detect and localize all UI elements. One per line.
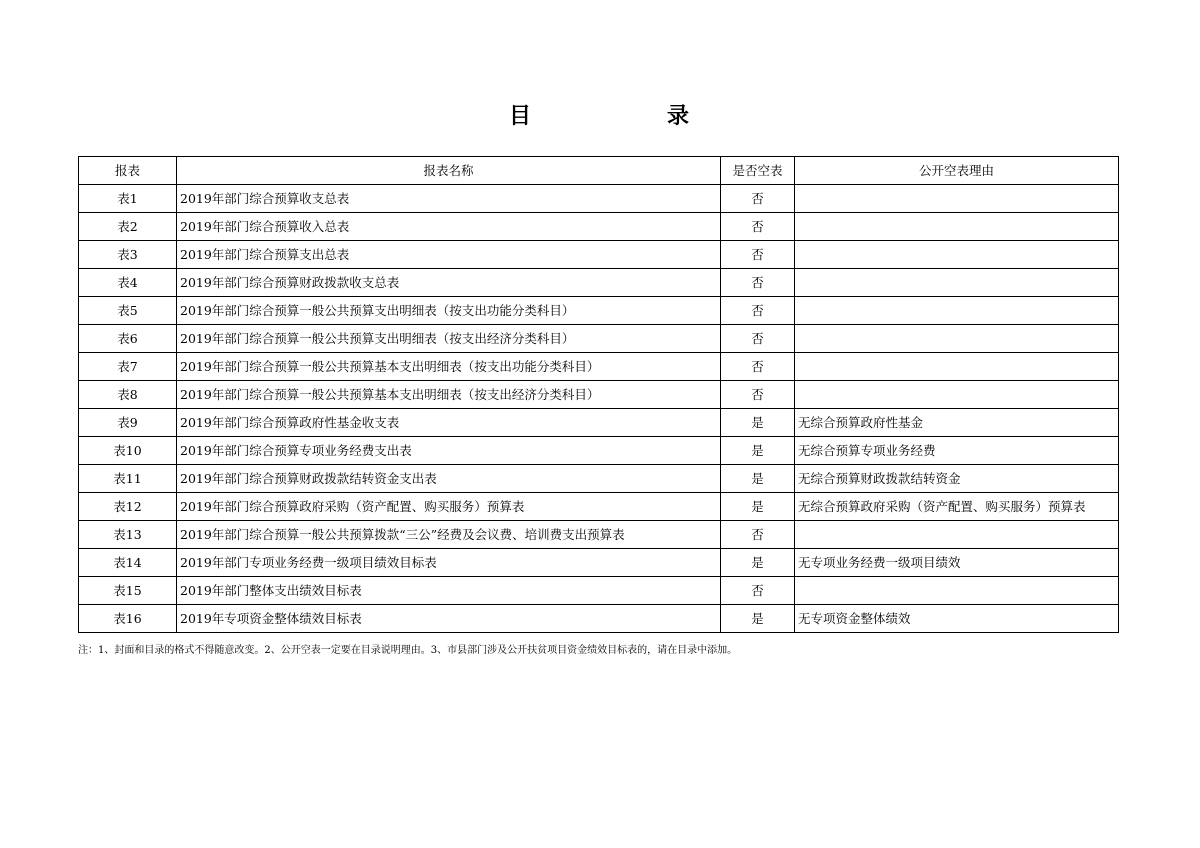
catalog-table xyxy=(78,156,1119,633)
cell-report-name: 2019年部门综合预算一般公共预算基本支出明细表（按支出经济分类科目） xyxy=(177,381,721,409)
cell-report-no: 表14 xyxy=(79,549,177,577)
cell-report-no: 表2 xyxy=(79,213,177,241)
table-row xyxy=(79,213,1119,241)
cell-report-name: 2019年部门综合预算财政拨款结转资金支出表 xyxy=(177,465,721,493)
cell-is-empty: 否 xyxy=(721,381,795,409)
table-row xyxy=(79,577,1119,605)
table-row xyxy=(79,269,1119,297)
table-row xyxy=(79,325,1119,353)
cell-empty-reason xyxy=(795,269,1119,297)
cell-empty-reason: 无专项业务经费一级项目绩效 xyxy=(795,549,1119,577)
table-header-row xyxy=(79,157,1119,185)
cell-report-name: 2019年专项资金整体绩效目标表 xyxy=(177,605,721,633)
table-row xyxy=(79,381,1119,409)
cell-is-empty: 是 xyxy=(721,605,795,633)
cell-report-no: 表12 xyxy=(79,493,177,521)
cell-report-name: 2019年部门综合预算一般公共预算支出明细表（按支出经济分类科目） xyxy=(177,325,721,353)
table-row xyxy=(79,241,1119,269)
header-report-name: 报表名称 xyxy=(177,157,721,185)
footnote: 注：1、封面和目录的格式不得随意改变。2、公开空表一定要在目录说明理由。3、市县部门涉及公开扶贫项目资金绩效目标表的，请在目录中添加。 xyxy=(78,645,738,656)
title-part-1: 目 xyxy=(509,104,532,129)
cell-report-name: 2019年部门整体支出绩效目标表 xyxy=(177,577,721,605)
cell-report-no: 表15 xyxy=(79,577,177,605)
cell-report-name: 2019年部门综合预算政府采购（资产配置、购买服务）预算表 xyxy=(177,493,721,521)
cell-report-no: 表16 xyxy=(79,605,177,633)
cell-empty-reason xyxy=(795,297,1119,325)
cell-empty-reason: 无综合预算财政拨款结转资金 xyxy=(795,465,1119,493)
table-body xyxy=(79,185,1119,633)
cell-is-empty: 否 xyxy=(721,269,795,297)
cell-empty-reason: 无专项资金整体绩效 xyxy=(795,605,1119,633)
cell-is-empty: 是 xyxy=(721,465,795,493)
cell-report-name: 2019年部门综合预算收支总表 xyxy=(177,185,721,213)
cell-is-empty: 是 xyxy=(721,409,795,437)
cell-empty-reason xyxy=(795,577,1119,605)
cell-report-no: 表11 xyxy=(79,465,177,493)
cell-empty-reason xyxy=(795,521,1119,549)
cell-is-empty: 否 xyxy=(721,353,795,381)
table-row xyxy=(79,521,1119,549)
header-report-no: 报表 xyxy=(79,157,177,185)
cell-is-empty: 否 xyxy=(721,185,795,213)
table-row xyxy=(79,353,1119,381)
cell-report-no: 表8 xyxy=(79,381,177,409)
cell-is-empty: 否 xyxy=(721,521,795,549)
cell-empty-reason xyxy=(795,185,1119,213)
cell-report-name: 2019年部门综合预算一般公共预算基本支出明细表（按支出功能分类科目） xyxy=(177,353,721,381)
cell-report-no: 表6 xyxy=(79,325,177,353)
cell-empty-reason xyxy=(795,241,1119,269)
cell-is-empty: 否 xyxy=(721,577,795,605)
table-row xyxy=(79,465,1119,493)
cell-report-no: 表13 xyxy=(79,521,177,549)
page-title xyxy=(0,100,1200,134)
cell-report-name: 2019年部门专项业务经费一级项目绩效目标表 xyxy=(177,549,721,577)
cell-report-no: 表10 xyxy=(79,437,177,465)
table-row xyxy=(79,437,1119,465)
cell-empty-reason: 无综合预算政府性基金 xyxy=(795,409,1119,437)
cell-empty-reason xyxy=(795,325,1119,353)
cell-empty-reason: 无综合预算专项业务经费 xyxy=(795,437,1119,465)
cell-empty-reason xyxy=(795,381,1119,409)
cell-is-empty: 是 xyxy=(721,493,795,521)
title-part-2: 录 xyxy=(667,104,690,129)
cell-is-empty: 否 xyxy=(721,297,795,325)
cell-report-no: 表4 xyxy=(79,269,177,297)
cell-empty-reason xyxy=(795,213,1119,241)
cell-is-empty: 是 xyxy=(721,437,795,465)
cell-is-empty: 否 xyxy=(721,213,795,241)
cell-report-name: 2019年部门综合预算支出总表 xyxy=(177,241,721,269)
cell-report-no: 表3 xyxy=(79,241,177,269)
header-empty-reason: 公开空表理由 xyxy=(795,157,1119,185)
cell-report-name: 2019年部门综合预算一般公共预算拨款“三公”经费及会议费、培训费支出预算表 xyxy=(177,521,721,549)
cell-report-name: 2019年部门综合预算一般公共预算支出明细表（按支出功能分类科目） xyxy=(177,297,721,325)
header-is-empty: 是否空表 xyxy=(721,157,795,185)
cell-is-empty: 是 xyxy=(721,549,795,577)
table-row xyxy=(79,185,1119,213)
cell-report-no: 表5 xyxy=(79,297,177,325)
cell-report-name: 2019年部门综合预算财政拨款收支总表 xyxy=(177,269,721,297)
table-row xyxy=(79,493,1119,521)
cell-report-no: 表1 xyxy=(79,185,177,213)
cell-is-empty: 否 xyxy=(721,241,795,269)
cell-report-name: 2019年部门综合预算收入总表 xyxy=(177,213,721,241)
cell-report-no: 表7 xyxy=(79,353,177,381)
table-row xyxy=(79,297,1119,325)
cell-report-no: 表9 xyxy=(79,409,177,437)
table-row xyxy=(79,605,1119,633)
cell-empty-reason xyxy=(795,353,1119,381)
cell-empty-reason: 无综合预算政府采购（资产配置、购买服务）预算表 xyxy=(795,493,1119,521)
cell-is-empty: 否 xyxy=(721,325,795,353)
table-row xyxy=(79,409,1119,437)
cell-report-name: 2019年部门综合预算专项业务经费支出表 xyxy=(177,437,721,465)
table-row xyxy=(79,549,1119,577)
cell-report-name: 2019年部门综合预算政府性基金收支表 xyxy=(177,409,721,437)
